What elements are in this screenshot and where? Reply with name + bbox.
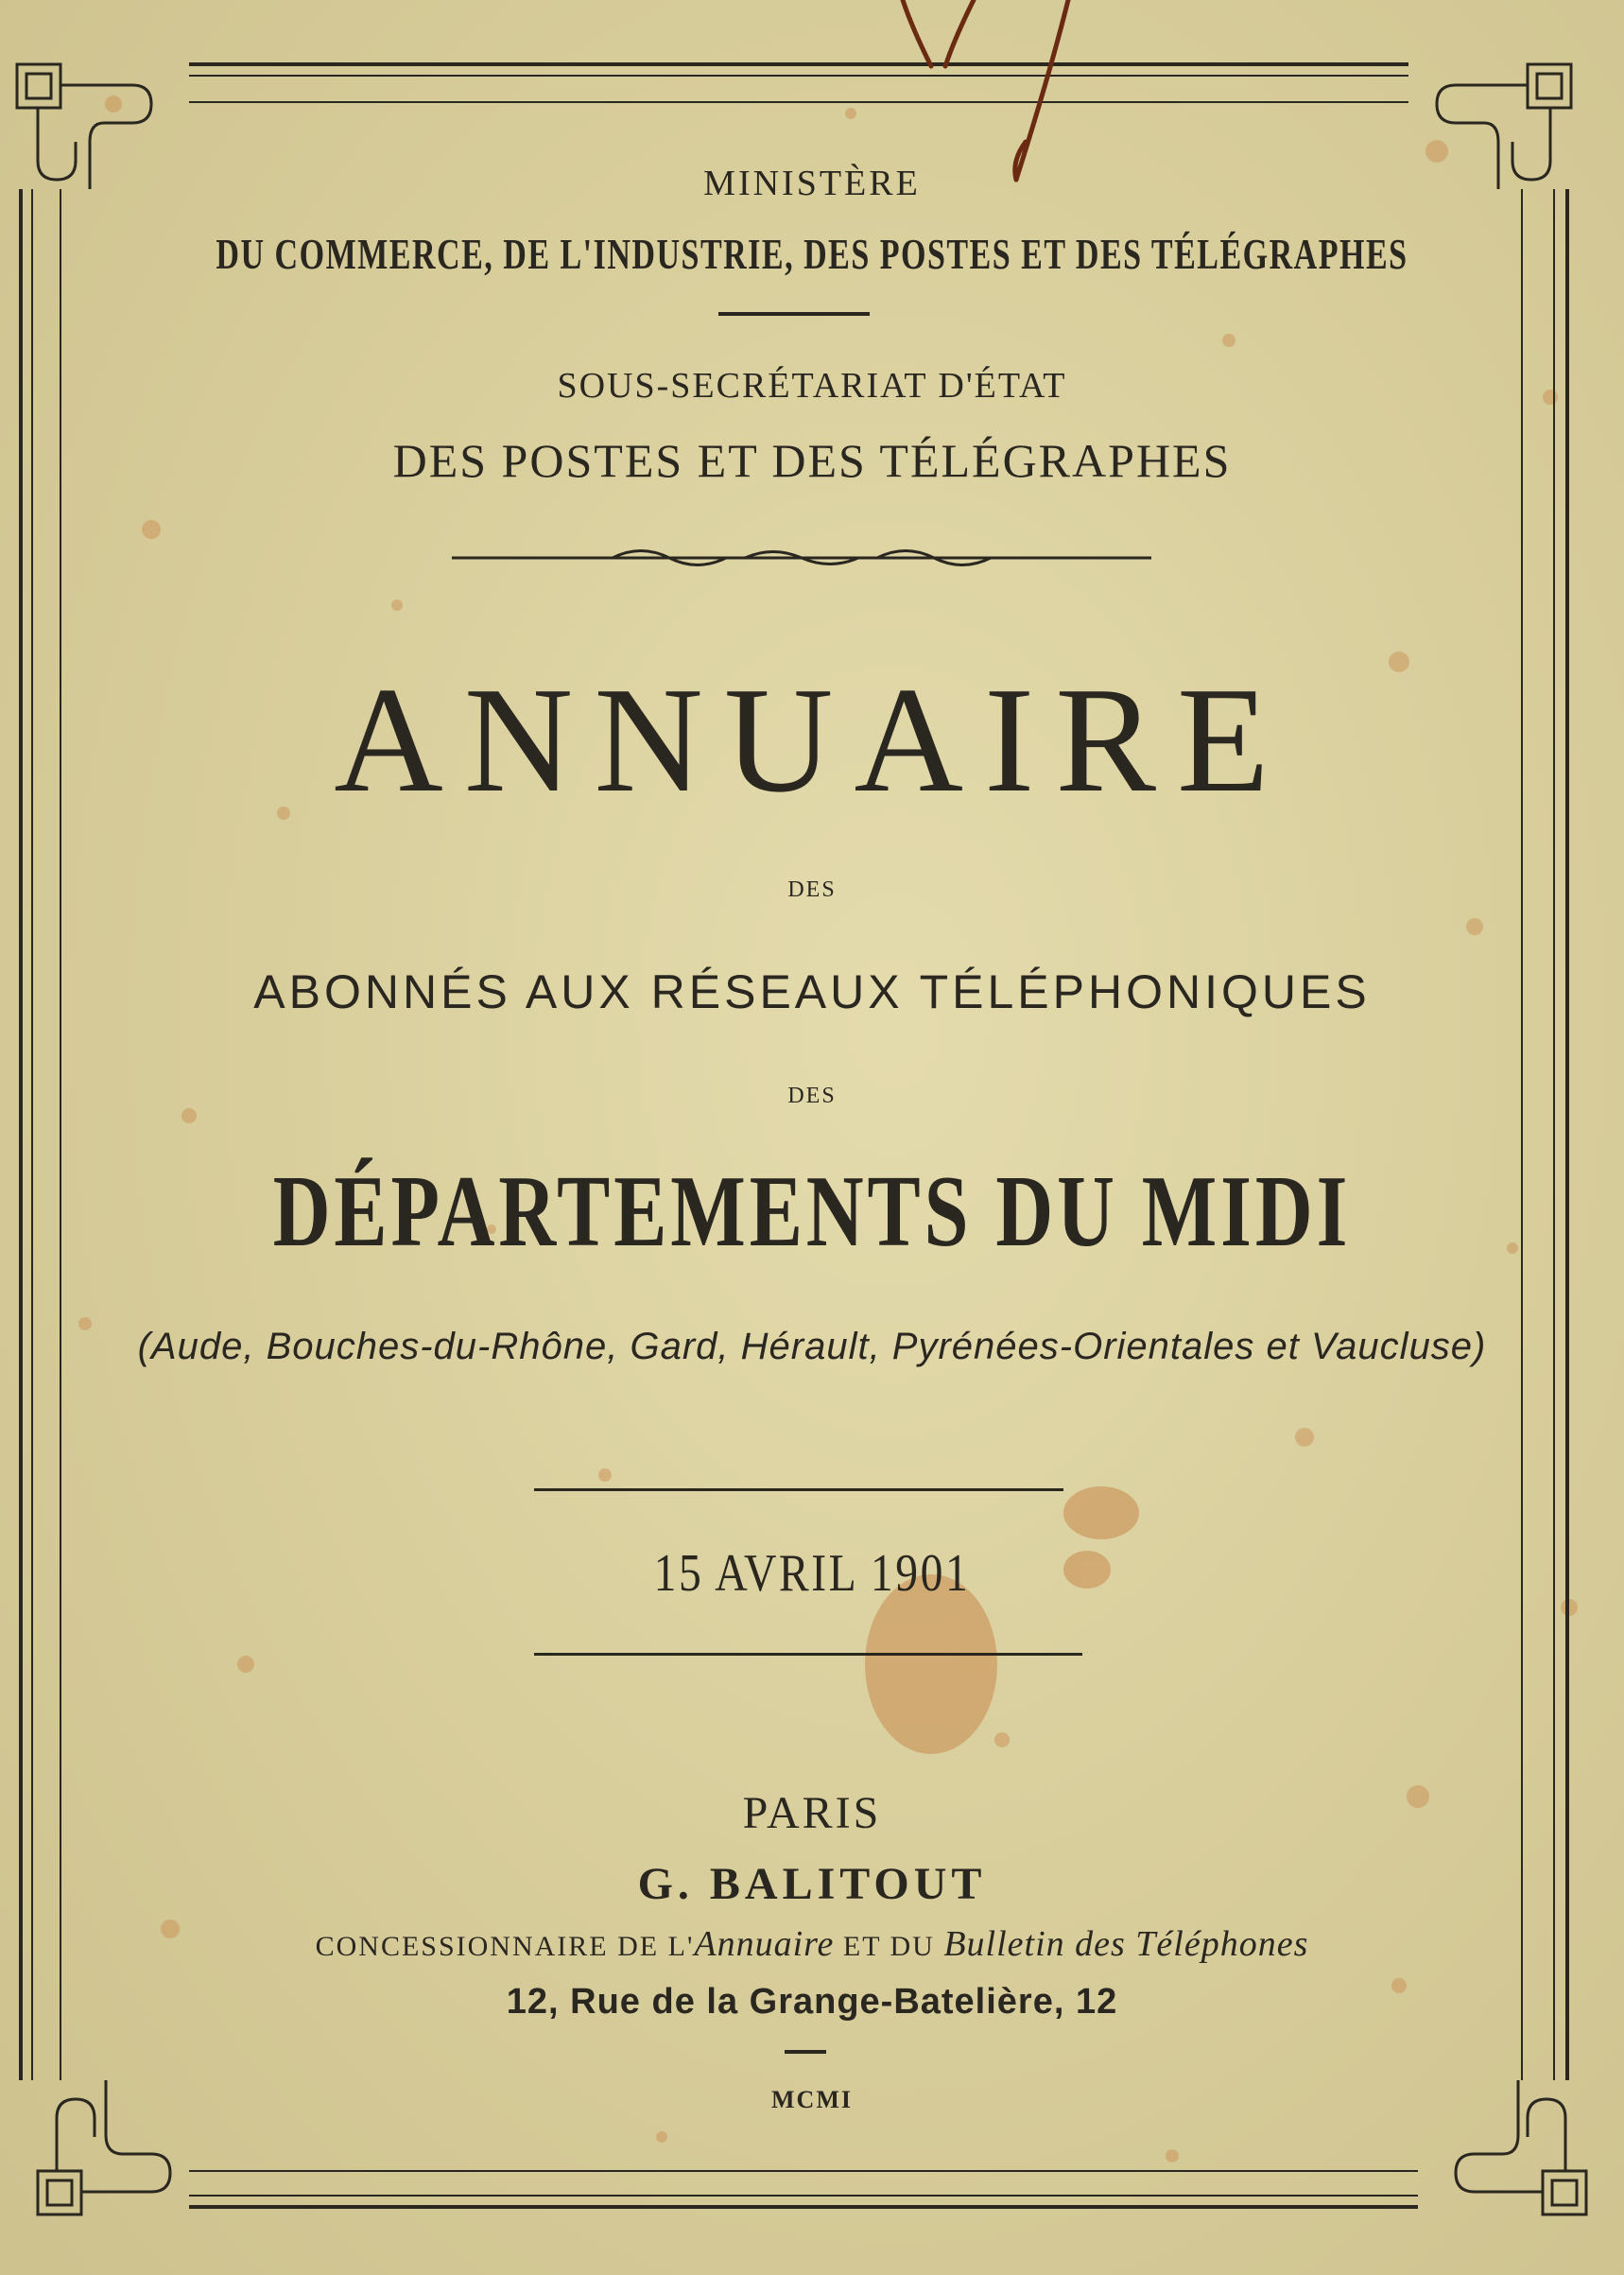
concessionnaire-line bbox=[0, 1923, 1624, 1965]
concess-text-1: CONCESSIONNAIRE DE L' bbox=[315, 1931, 695, 1962]
ornamental-divider bbox=[452, 544, 1151, 572]
des-connector-2: DES bbox=[787, 1084, 837, 1108]
concess-text-2: ET DU bbox=[834, 1931, 944, 1962]
title-departements: DÉPARTEMENTS DU MIDI bbox=[272, 1155, 1352, 1268]
des-connector-1: DES bbox=[787, 877, 837, 902]
divider-small bbox=[785, 2050, 826, 2054]
ministry-heading: MINISTÈRE bbox=[703, 164, 921, 203]
title-annuaire: ANNUAIRE bbox=[334, 655, 1290, 824]
concess-annuaire: Annuaire bbox=[694, 1924, 835, 1964]
postes-telegraphes: DES POSTES ET DES TÉLÉGRAPHES bbox=[392, 434, 1232, 487]
edition-date: 15 AVRIL 1901 bbox=[653, 1544, 971, 1603]
date-rule-bottom bbox=[534, 1653, 1082, 1656]
year-roman: MCMI bbox=[771, 2086, 853, 2113]
sous-secretariat: SOUS-SECRÉTARIAT D'ÉTAT bbox=[557, 366, 1067, 406]
date-rule-top bbox=[534, 1488, 1063, 1491]
publisher-name: G. BALITOUT bbox=[637, 1859, 987, 1909]
departements-list: (Aude, Bouches-du-Rhône, Gard, Hérault, Pyrénées-Orientales et Vaucluse) bbox=[137, 1326, 1487, 1367]
divider-short bbox=[718, 312, 870, 316]
subtitle-abonnes: ABONNÉS AUX RÉSEAUX TÉLÉPHONIQUES bbox=[253, 965, 1371, 1018]
ministry-full-name: DU COMMERCE, DE L'INDUSTRIE, DES POSTES ET DES TÉLÉGRAPHES bbox=[216, 230, 1408, 278]
publisher-address: 12, Rue de la Grange-Batelière, 12 bbox=[506, 1982, 1118, 2022]
publisher-city: PARIS bbox=[742, 1788, 882, 1838]
concess-bulletin: Bulletin des Téléphones bbox=[943, 1924, 1309, 1964]
